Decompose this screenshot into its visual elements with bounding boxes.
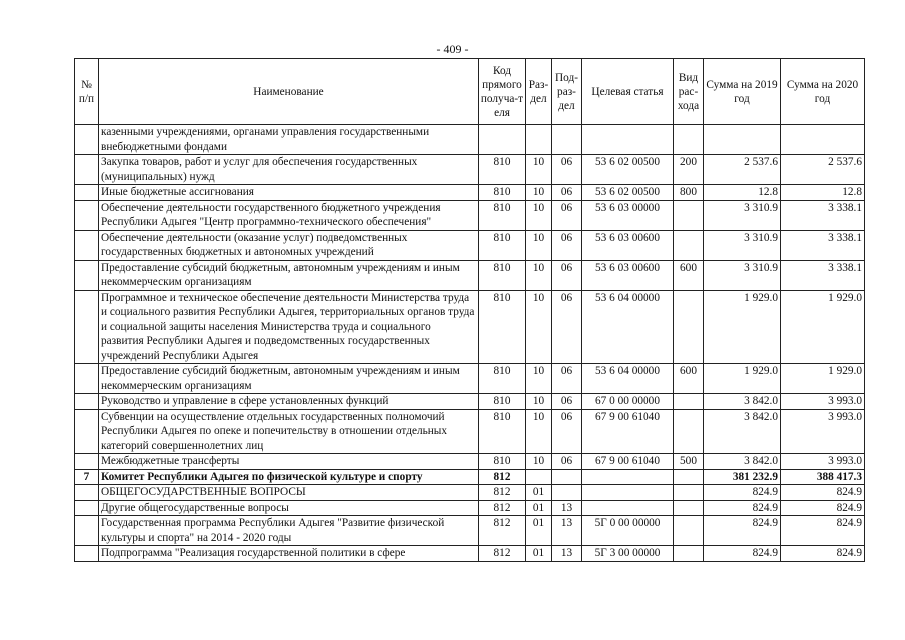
row-sum2019: 3 310.9 [704,200,781,230]
row-name: Обеспечение деятельности государственного бюджетного учреждения Республики Адыгея "Центр программно-технического обеспечения" [99,200,479,230]
row-name: Обеспечение деятельности (оказание услуг) подведомственных государственных бюджетных и автономных учреждений [99,230,479,260]
row-celevaya: 53 6 03 00000 [582,200,674,230]
row-sum2020: 3 993.0 [781,394,865,410]
row-razdel: 10 [526,155,552,185]
row-celevaya [582,469,674,485]
col-header-code: Код прямого получа-т еля [479,59,526,125]
table-row [75,469,865,485]
row-vid [674,516,704,546]
row-podrazdel: 06 [552,230,582,260]
row-num [75,454,99,470]
row-razdel: 10 [526,200,552,230]
row-name: Закупка товаров, работ и услуг для обеспечения государственных (муниципальных) нужд [99,155,479,185]
row-razdel: 10 [526,364,552,394]
col-header-vid: Вид рас-хода [674,59,704,125]
row-podrazdel [552,125,582,155]
row-name: Иные бюджетные ассигнования [99,185,479,201]
row-name: Предоставление субсидий бюджетным, автономным учреждениям и иным некоммерческим организациям [99,364,479,394]
table-row [75,454,865,470]
row-num [75,516,99,546]
row-num [75,546,99,562]
row-podrazdel: 13 [552,500,582,516]
row-sum2020: 3 993.0 [781,409,865,454]
table-header-row [75,59,865,125]
row-celevaya: 53 6 02 00500 [582,155,674,185]
row-code: 812 [479,546,526,562]
row-name: Предоставление субсидий бюджетным, автономным учреждениям и иным некоммерческим организациям [99,260,479,290]
row-sum2019: 824.9 [704,546,781,562]
row-sum2019: 3 842.0 [704,394,781,410]
row-razdel [526,125,552,155]
row-sum2020: 824.9 [781,485,865,501]
row-code: 812 [479,500,526,516]
row-celevaya [582,125,674,155]
row-razdel: 01 [526,546,552,562]
row-sum2019: 824.9 [704,516,781,546]
row-podrazdel: 13 [552,516,582,546]
row-celevaya: 53 6 03 00600 [582,230,674,260]
row-podrazdel: 06 [552,454,582,470]
row-name: Межбюджетные трансферты [99,454,479,470]
row-vid [674,500,704,516]
row-razdel: 10 [526,185,552,201]
row-sum2019: 3 842.0 [704,454,781,470]
row-sum2019: 2 537.6 [704,155,781,185]
row-num [75,155,99,185]
row-num [75,364,99,394]
table-row [75,230,865,260]
row-sum2020 [781,125,865,155]
row-razdel: 01 [526,516,552,546]
table-row [75,394,865,410]
row-podrazdel [552,485,582,501]
row-celevaya: 67 0 00 00000 [582,394,674,410]
row-sum2020: 824.9 [781,546,865,562]
row-code: 810 [479,200,526,230]
row-sum2019: 1 929.0 [704,290,781,364]
row-vid [674,409,704,454]
page-number: - 409 - [436,42,469,56]
row-razdel: 10 [526,409,552,454]
row-razdel [526,469,552,485]
row-code: 810 [479,409,526,454]
row-celevaya: 53 6 04 00000 [582,290,674,364]
row-celevaya [582,485,674,501]
row-celevaya: 53 6 02 00500 [582,185,674,201]
table-row [75,409,865,454]
col-header-podrazdel: Под-раз-дел [552,59,582,125]
table-row [75,546,865,562]
row-sum2019: 824.9 [704,500,781,516]
budget-table [74,58,865,562]
row-code: 812 [479,469,526,485]
row-num [75,260,99,290]
row-vid [674,394,704,410]
row-vid [674,290,704,364]
row-name: Программное и техническое обеспечение деятельности Министерства труда и социального развития Республики Адыгея, территориальных органов труда и социальной защиты населения Министерства труда и социального развития Республики Адыгея и подведомственных государственных учреждений Республики Адыгея [99,290,479,364]
row-sum2019 [704,125,781,155]
row-code: 810 [479,185,526,201]
row-name: Подпрограмма "Реализация государственной политики в сфере [99,546,479,562]
row-vid: 600 [674,364,704,394]
row-celevaya: 5Г 0 00 00000 [582,516,674,546]
row-sum2020: 3 338.1 [781,230,865,260]
row-sum2019: 3 310.9 [704,260,781,290]
row-num: 7 [75,469,99,485]
row-vid [674,125,704,155]
row-code: 810 [479,230,526,260]
row-name: Государственная программа Республики Адыгея "Развитие физической культуры и спорта" на 2014 - 2020 годы [99,516,479,546]
row-razdel: 10 [526,394,552,410]
table-row [75,290,865,364]
row-podrazdel: 06 [552,200,582,230]
row-code: 810 [479,454,526,470]
row-podrazdel: 06 [552,185,582,201]
row-razdel: 01 [526,485,552,501]
row-sum2019: 3 842.0 [704,409,781,454]
row-celevaya [582,500,674,516]
col-header-name: Наименование [99,59,479,125]
col-header-razdel: Раз-дел [526,59,552,125]
row-vid [674,546,704,562]
row-num [75,290,99,364]
table-row [75,185,865,201]
row-razdel: 10 [526,454,552,470]
row-name: ОБЩЕГОСУДАРСТВЕННЫЕ ВОПРОСЫ [99,485,479,501]
row-sum2019: 381 232.9 [704,469,781,485]
row-sum2020: 1 929.0 [781,290,865,364]
table-body [75,125,865,562]
row-vid: 200 [674,155,704,185]
row-vid [674,469,704,485]
row-celevaya: 53 6 04 00000 [582,364,674,394]
row-num [75,500,99,516]
row-vid [674,230,704,260]
row-code: 810 [479,394,526,410]
row-num [75,394,99,410]
row-vid [674,200,704,230]
row-razdel: 10 [526,260,552,290]
row-code: 812 [479,516,526,546]
row-sum2019: 3 310.9 [704,230,781,260]
row-podrazdel: 13 [552,546,582,562]
row-podrazdel: 06 [552,260,582,290]
row-vid [674,485,704,501]
row-name: Комитет Республики Адыгея по физической культуре и спорту [99,469,479,485]
col-header-sum2020: Сумма на 2020 год [781,59,865,125]
row-sum2020: 1 929.0 [781,364,865,394]
row-podrazdel: 06 [552,290,582,364]
row-sum2020: 12.8 [781,185,865,201]
row-code: 810 [479,290,526,364]
row-sum2019: 824.9 [704,485,781,501]
row-sum2019: 1 929.0 [704,364,781,394]
row-code: 810 [479,260,526,290]
row-sum2020: 3 338.1 [781,200,865,230]
table-row [75,200,865,230]
row-num [75,230,99,260]
row-razdel: 10 [526,290,552,364]
table-row [75,516,865,546]
row-name: Другие общегосударственные вопросы [99,500,479,516]
row-sum2020: 824.9 [781,516,865,546]
row-sum2020: 824.9 [781,500,865,516]
row-code: 812 [479,485,526,501]
row-sum2020: 3 993.0 [781,454,865,470]
row-podrazdel: 06 [552,394,582,410]
row-celevaya: 67 9 00 61040 [582,409,674,454]
row-code: 810 [479,364,526,394]
row-code [479,125,526,155]
col-header-sum2019: Сумма на 2019 год [704,59,781,125]
table-row [75,500,865,516]
row-podrazdel [552,469,582,485]
row-vid: 500 [674,454,704,470]
row-name: казенными учреждениями, органами управления государственными внебюджетными фондами [99,125,479,155]
row-sum2020: 388 417.3 [781,469,865,485]
row-razdel: 01 [526,500,552,516]
row-sum2020: 3 338.1 [781,260,865,290]
row-podrazdel: 06 [552,409,582,454]
table-row [75,485,865,501]
table-row [75,364,865,394]
row-name: Руководство и управление в сфере установленных функций [99,394,479,410]
row-num [75,125,99,155]
row-num [75,485,99,501]
row-vid: 800 [674,185,704,201]
row-num [75,409,99,454]
row-sum2019: 12.8 [704,185,781,201]
row-podrazdel: 06 [552,155,582,185]
table-row [75,155,865,185]
row-vid: 600 [674,260,704,290]
row-celevaya: 67 9 00 61040 [582,454,674,470]
col-header-celevaya: Целевая статья [582,59,674,125]
table-row [75,260,865,290]
row-podrazdel: 06 [552,364,582,394]
row-num [75,185,99,201]
row-code: 810 [479,155,526,185]
row-celevaya: 5Г 3 00 00000 [582,546,674,562]
table-row [75,125,865,155]
row-razdel: 10 [526,230,552,260]
row-name: Субвенции на осуществление отдельных государственных полномочий Республики Адыгея по опеке и попечительству в отношении отдельных категорий совершеннолетних лиц [99,409,479,454]
row-num [75,200,99,230]
row-celevaya: 53 6 03 00600 [582,260,674,290]
row-sum2020: 2 537.6 [781,155,865,185]
col-header-num: № п/п [75,59,99,125]
